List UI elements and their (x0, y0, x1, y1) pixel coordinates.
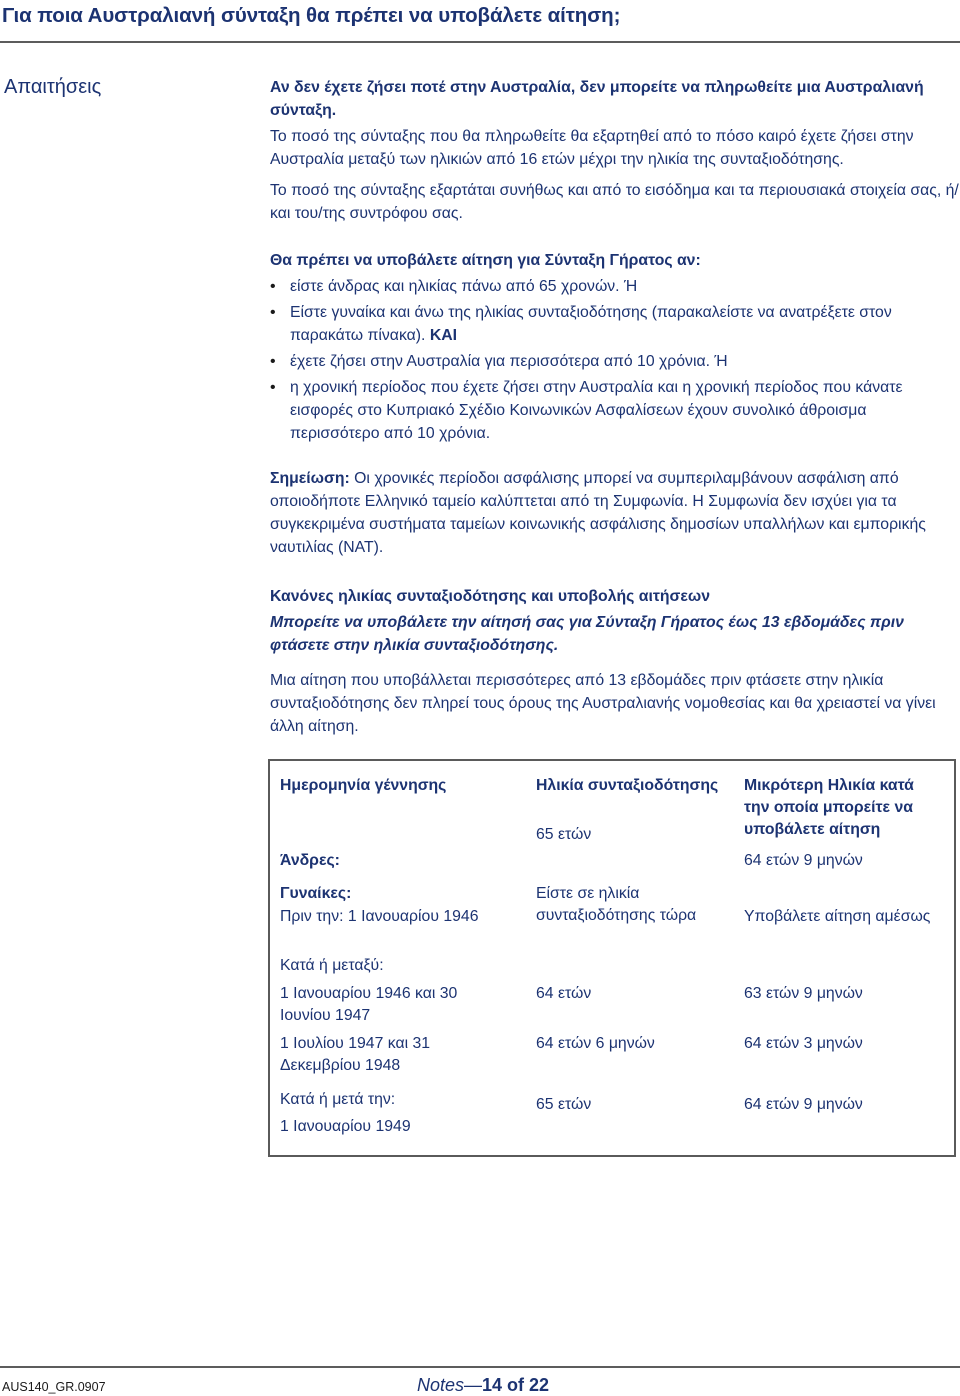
list-item: • έχετε ζήσει στην Αυστραλία για περισσότερα από 10 χρόνια. Ή (270, 350, 960, 373)
apply-heading: Θα πρέπει να υποβάλετε αίτηση για Σύνταξη Γήρατος αν: (270, 252, 701, 269)
header-earliest: Μικρότερη Ηλικία κατά την οποία μπορείτε να υποβάλετε αίτηση (744, 777, 914, 838)
row1-earliest: 63 ετών 9 μηνών (744, 985, 863, 1002)
men-earliest: 64 ετών 9 μηνών (744, 852, 863, 869)
after-date: 1 Ιανουαρίου 1949 (280, 1118, 411, 1135)
row1-age: 64 ετών (536, 985, 592, 1002)
women-label: Γυναίκες: (280, 885, 352, 902)
rules-italic: Μπορείτε να υποβάλετε την αίτησή σας για Σύνταξη Γήρατος έως 13 εβδομάδες πριν φτάσετε στην ηλικία συνταξιοδότησης. (270, 614, 904, 654)
row1-dates: 1 Ιανουαρίου 1946 και 30 Ιουνίου 1947 (280, 985, 458, 1024)
main-content (270, 76, 960, 746)
header-divider (0, 41, 960, 43)
rules-heading: Κανόνες ηλικίας συνταξιοδότησης και υποβολής αιτήσεων (270, 588, 710, 605)
rules-text: Μια αίτηση που υποβάλλεται περισσότερες από 13 εβδομάδες πριν φτάσετε στην ηλικία συνταξιοδότησης δεν πληρεί τους όρους της Αυστραλιανής νομοθεσίας και θα χρειαστεί να γίνει άλλη αίτηση. (270, 672, 936, 735)
row2-dates: 1 Ιουλίου 1947 και 31 Δεκεμβρίου 1948 (280, 1035, 431, 1074)
men-label: Άνδρες: (280, 852, 340, 869)
para-amount-income: Το ποσό της σύνταξης εξαρτάται συνήθως και από το εισόδημα και τα περιουσιακά στοιχεία σας, ή/ και του/της συντρόφου σας. (270, 182, 959, 222)
list-item: • η χρονική περίοδος που έχετε ζήσει στην Αυστραλία και η χρονική περίοδος που κάνατε εισφορές στο Κυπριακό Σχέδιο Κοινωνικών Ασφαλίσεων έχουν συνολικό άθροισμα περισσότερο από 10 χρόνια. (270, 376, 960, 445)
intro-bold: Αν δεν έχετε ζήσει ποτέ στην Αυστραλία, δεν μπορείτε να πληρωθείτε μια Αυστραλιανή σύνταξη. (270, 79, 924, 119)
women-before-age: Είστε σε ηλικία συνταξιοδότησης τώρα (536, 885, 697, 924)
row3-age: 65 ετών (536, 1096, 592, 1113)
row2-earliest: 64 ετών 3 μηνών (744, 1035, 863, 1052)
page-title: Για ποια Αυστραλιανή σύνταξη θα πρέπει να υποβάλετε αίτηση; (2, 4, 621, 27)
footer-divider (0, 1366, 960, 1368)
para-amount-residence: Το ποσό της σύνταξης που θα πληρωθείτε θα εξαρτηθεί από το πόσο καιρό έχετε ζήσει στην Αυστραλία μεταξύ των ηλικιών από 16 ετών μέχρι την ηλικία της συνταξιοδότησης. (270, 128, 914, 168)
men-age: 65 ετών (536, 826, 592, 843)
row3-earliest: 64 ετών 9 μηνών (744, 1096, 863, 1113)
document-code: AUS140_GR.0907 (2, 1380, 106, 1394)
header-dob: Ημερομηνία γέννησης (280, 777, 447, 794)
list-item: • είστε άνδρας και ηλικίας πάνω από 65 χρονών. Ή (270, 275, 960, 298)
page-number: Notes—14 of 22 (417, 1375, 550, 1395)
header-age: Ηλικία συνταξιοδότησης (536, 777, 719, 794)
after-label: Κατά ή μετά την: (280, 1091, 396, 1108)
note-label: Σημείωση: (270, 470, 350, 487)
women-before-earliest: Υποβάλετε αίτηση αμέσως (744, 908, 931, 925)
age-table (268, 759, 956, 1157)
row2-age: 64 ετών 6 μηνών (536, 1035, 655, 1052)
note-paragraph: Σημείωση: Οι χρονικές περίοδοι ασφάλισης μπορεί να συμπεριλαμβάνουν ασφάλιση από οποιοδήποτε Ελληνικό ταμείο καλύπτεται από τη Συμφωνία. Η Συμφωνία δεν ισχύει για τα συγκεκριμένα συστήματα ταμείων κοινωνικής ασφάλισης δημοσίων υπαλλήλων και εμπορικής ναυτιλίας (ΝΑΤ). (270, 470, 926, 556)
women-before-date: Πριν την: 1 Ιανουαρίου 1946 (280, 908, 479, 925)
list-item: • Είστε γυναίκα και άνω της ηλικίας συνταξιοδότησης (παρακαλείστε να ανατρέξετε στον παρακάτω πίνακα). ΚΑΙ (270, 301, 960, 347)
section-label: Απαιτήσεις (4, 76, 102, 98)
eligibility-list (270, 275, 960, 445)
between-label: Κατά ή μεταξύ: (280, 957, 384, 974)
